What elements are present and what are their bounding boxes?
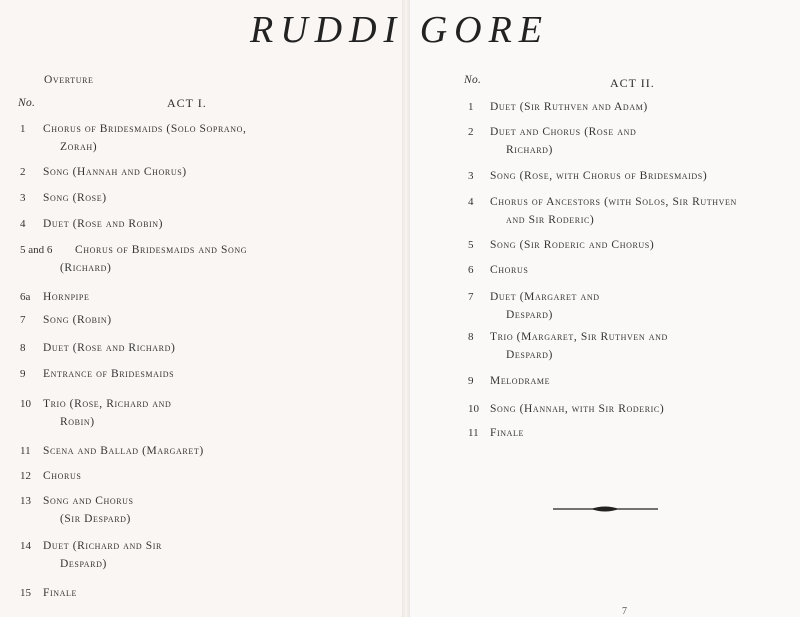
item-description: Song (Sir Roderic and Chorus) — [490, 239, 655, 251]
item-description-continued: and Sir Roderic) — [506, 214, 595, 226]
item-number: 6a — [20, 291, 31, 303]
item-number: 1 — [468, 101, 474, 113]
item-description: Chorus of Bridesmaids (Solo Soprano, — [43, 123, 247, 135]
right-page — [408, 0, 800, 617]
item-number: 6 — [468, 264, 474, 276]
item-description: Duet (Sir Ruthven and Adam) — [490, 101, 648, 113]
item-description: Chorus of Ancestors (with Solos, Sir Ruthven — [490, 196, 737, 208]
item-description: Song (Rose, with Chorus of Bridesmaids) — [490, 170, 708, 182]
item-number: 3 — [468, 170, 474, 182]
item-number: 13 — [20, 495, 31, 507]
page-title: RUDDI GORE — [250, 9, 550, 51]
page-number: 7 — [622, 606, 627, 617]
item-number: 1 — [20, 123, 26, 135]
item-description: Trio (Margaret, Sir Ruthven and — [490, 331, 668, 343]
item-number: 4 — [20, 218, 26, 230]
item-description: Hornpipe — [43, 291, 90, 303]
item-description-continued: Robin) — [60, 416, 95, 428]
item-number: 9 — [20, 368, 26, 380]
item-number: 2 — [468, 126, 474, 138]
item-number: 15 — [20, 587, 31, 599]
item-description: Melodrame — [490, 375, 551, 387]
act-one-heading: ACT I. — [167, 96, 207, 110]
item-description: Song and Chorus — [43, 495, 134, 507]
item-description-continued: (Sir Despard) — [60, 513, 131, 525]
item-number: 9 — [468, 375, 474, 387]
item-number: 10 — [20, 398, 31, 410]
ornament-divider-icon — [553, 502, 658, 516]
item-description: Duet (Richard and Sir — [43, 540, 162, 552]
item-description-continued: Despard) — [506, 349, 553, 361]
item-number: 8 — [468, 331, 474, 343]
item-number: 11 — [20, 445, 31, 457]
right-number-header: No. — [464, 74, 482, 86]
item-description: Song (Hannah, with Sir Roderic) — [490, 403, 665, 415]
item-number: 5 and 6 — [20, 244, 53, 256]
item-number: 4 — [468, 196, 474, 208]
left-number-header: No. — [18, 97, 36, 109]
item-number: 14 — [20, 540, 31, 552]
item-description: Song (Hannah and Chorus) — [43, 166, 187, 178]
item-number: 10 — [468, 403, 479, 415]
item-description: Finale — [43, 587, 77, 599]
item-description: Chorus — [43, 470, 82, 482]
item-description: Entrance of Bridesmaids — [43, 368, 175, 380]
item-description: Chorus of Bridesmaids and Song — [75, 244, 248, 256]
item-description: Duet (Rose and Richard) — [43, 342, 176, 354]
item-description: Duet and Chorus (Rose and — [490, 126, 637, 138]
item-description: Chorus — [490, 264, 529, 276]
item-description: Finale — [490, 427, 524, 439]
item-description: Song (Rose) — [43, 192, 107, 204]
item-number: 3 — [20, 192, 26, 204]
act-two-heading: ACT II. — [610, 76, 655, 90]
item-description: Trio (Rose, Richard and — [43, 398, 172, 410]
overture-label: Overture — [44, 74, 94, 86]
item-number: 12 — [20, 470, 31, 482]
item-number: 7 — [468, 291, 474, 303]
item-number: 5 — [468, 239, 474, 251]
book-gutter — [402, 0, 410, 617]
item-number: 8 — [20, 342, 26, 354]
item-number: 2 — [20, 166, 26, 178]
item-description: Scena and Ballad (Margaret) — [43, 445, 204, 457]
item-description-continued: Zorah) — [60, 141, 98, 153]
item-description-continued: Despard) — [506, 309, 553, 321]
item-description-continued: Despard) — [60, 558, 107, 570]
item-number: 11 — [468, 427, 479, 439]
item-description: Duet (Rose and Robin) — [43, 218, 164, 230]
item-description: Song (Robin) — [43, 314, 112, 326]
item-description: Duet (Margaret and — [490, 291, 600, 303]
item-description-continued: Richard) — [506, 144, 553, 156]
item-number: 7 — [20, 314, 26, 326]
item-description-continued: (Richard) — [60, 262, 112, 274]
